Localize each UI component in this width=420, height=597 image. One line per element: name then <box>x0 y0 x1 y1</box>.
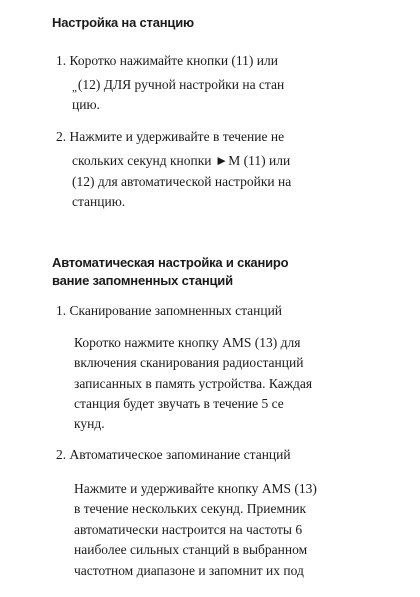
scan-item-1-line-3: записанных в память устройства. Каждая <box>74 376 313 391</box>
list-text: Коротко нажимайте кнопки (11) или <box>69 53 278 68</box>
scan-item-2-line-3: автоматически настроится на частоты 6 <box>74 522 303 537</box>
scan-item-1-line-5: кунд. <box>74 416 105 431</box>
section-title-scan-line-2: вание запомненных станций <box>52 273 233 288</box>
scan-item-1-head <box>56 302 282 320</box>
section-title-scan-line-1: Автоматическая настройка и сканиро <box>52 255 289 270</box>
scan-item-2-line-2: в течение нескольких секунд. Приемник <box>74 501 307 516</box>
quote-mark: „ <box>72 82 77 94</box>
list-item-1-line-3: цию. <box>72 97 100 112</box>
list-item-1-line-2 <box>72 76 284 97</box>
list-text: Сканирование запомненных станций <box>69 303 283 318</box>
section-title-tuning: Настройка на станцию <box>52 15 194 30</box>
list-number: 1. <box>56 53 67 68</box>
scan-item-2-line-5: частотном диапазоне и запомнит их под <box>74 563 304 578</box>
list-item-2-line-1 <box>56 128 284 146</box>
scan-item-2-line-4: наиболее сильных станций в выбранном <box>74 542 308 557</box>
list-text: (12) ДЛЯ ручной настройки на стан <box>77 77 285 92</box>
list-item-1-line-1 <box>56 52 278 70</box>
list-item-2-line-3: (12) для автоматической настройки на <box>72 174 292 189</box>
scan-item-2-line-1: Нажмите и удерживайте кнопку AMS (13) <box>74 481 317 496</box>
list-number: 2. <box>56 129 67 144</box>
list-item-2-line-2: скольких секунд кнопки ►M (11) или <box>72 153 291 168</box>
list-item-2-line-4: станцию. <box>72 194 126 209</box>
scan-item-1-line-4: станция будет звучать в течение 5 се <box>74 396 284 411</box>
scan-item-1-line-2: включения сканирования радиостанций <box>74 355 304 370</box>
list-number: 1. <box>56 303 67 318</box>
list-text: Коротко нажмите кнопку AMS (13) для <box>74 335 301 350</box>
list-number: 2. <box>56 447 67 462</box>
scan-item-2-head <box>56 446 291 464</box>
scan-item-1-line-1 <box>74 334 300 352</box>
list-text: Нажмите и удерживайте в течение не <box>69 129 285 144</box>
list-text: Автоматическое запоминание станций <box>69 447 291 462</box>
